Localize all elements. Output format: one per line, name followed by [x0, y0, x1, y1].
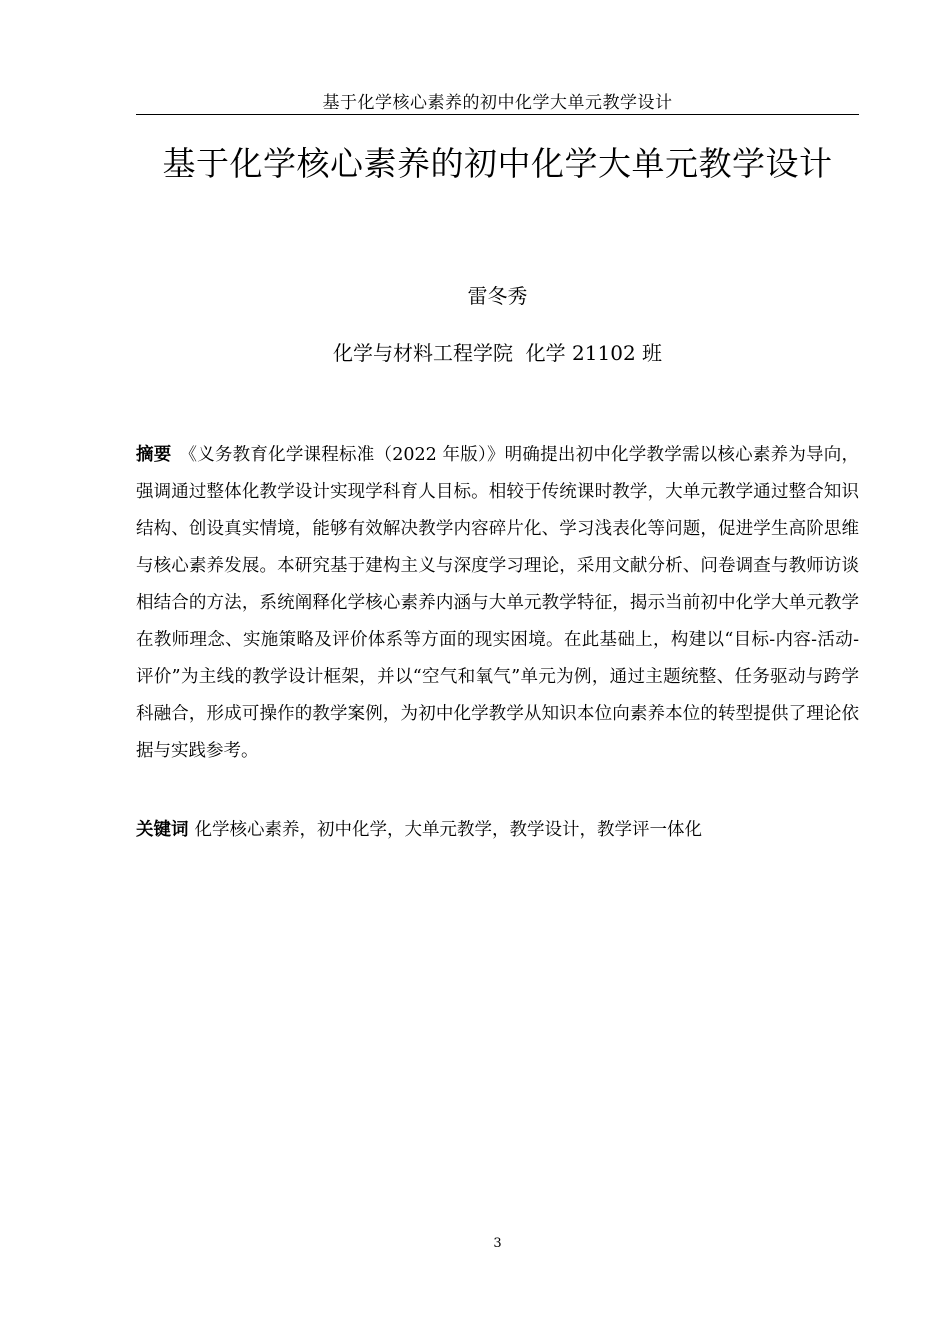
abstract-label: 摘要: [136, 445, 172, 465]
running-header: 基于化学核心素养的初中化学大单元教学设计: [322, 93, 673, 113]
header-rule: [136, 114, 859, 115]
abstract-text: 《义务教育化学课程标准（2022 年版）》明确提出初中化学教学需以核心素养为导向，强调通过整体化教学设计实现学科育人目标。相较于传统课时教学，大单元教学通过整合知识结构、创设真实情境，能够有效解决教学内容碎片化、学习浅表化等问题，促进学生高阶思维与核心素养发展。本研究基于建构主义与深度学习理论，采用文献分析、问卷调查与教师访谈相结合的方法，系统阐释化学核心素养内涵与大单元教学特征，揭示当前初中化学大单元教学在教师理念、实施策略及评价体系等方面的现实困境。在此基础上，构建以“目标-内容-活动-评价”为主线的教学设计框架，并以“空气和氧气”单元为例，通过主题统整、任务驱动与跨学科融合，形成可操作的教学案例，为初中化学教学从知识本位向素养本位的转型提供了理论依据与实践参考。: [136, 445, 860, 761]
keywords-label: 关键词: [136, 820, 189, 840]
keywords-text: 化学核心素养，初中化学，大单元教学，教学设计，教学评一体化: [194, 820, 702, 840]
paper-title: 基于化学核心素养的初中化学大单元教学设计: [162, 144, 833, 183]
keywords-paragraph: [136, 812, 859, 849]
page-number: 3: [493, 1236, 502, 1251]
author-name: 雷冬秀: [467, 284, 528, 308]
abstract-paragraph: [136, 437, 859, 770]
author-affiliation: 化学与材料工程学院 化学 21102 班: [332, 341, 663, 365]
